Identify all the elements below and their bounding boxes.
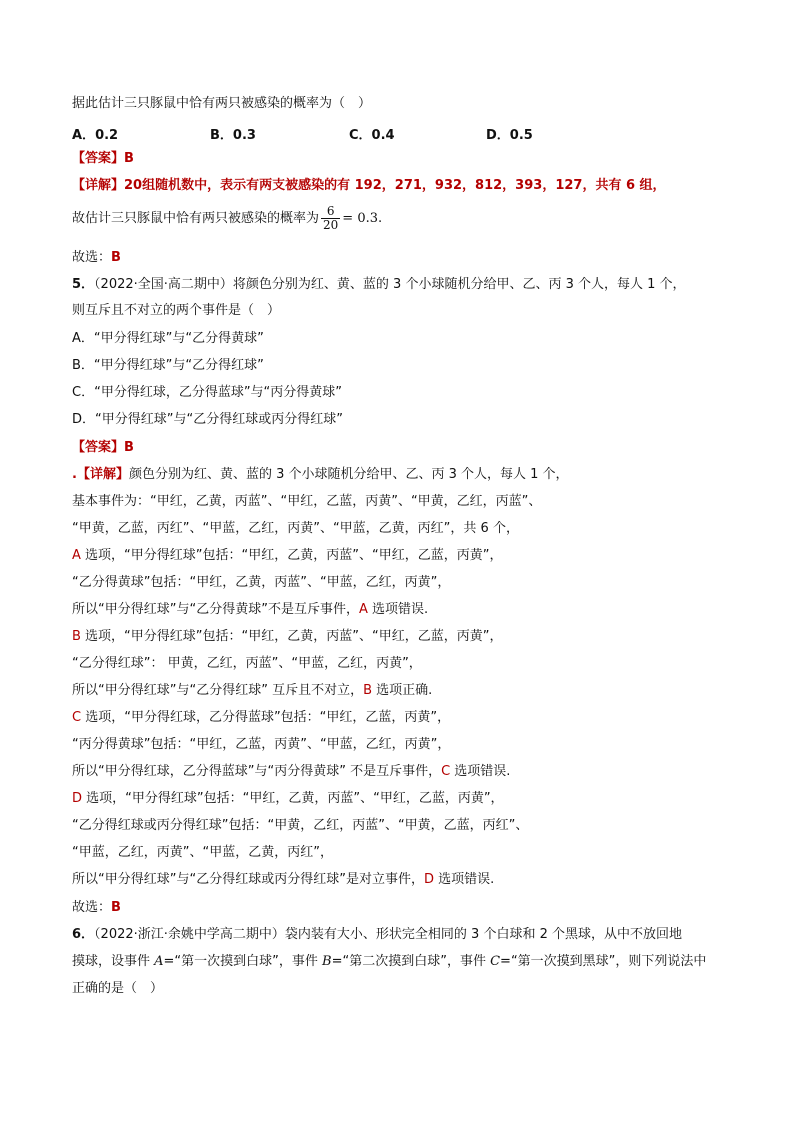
q4-option-c — [349, 124, 395, 143]
q5-detail-line — [72, 763, 510, 781]
question-text: 将颜色分别为红、黄、蓝的 3 个小球随机分给甲、乙、丙 3 个人，每人 1 个， — [232, 277, 686, 292]
detail-option-ref: A — [358, 602, 368, 617]
q5-detail-line — [72, 871, 494, 889]
q5-detail-line — [72, 844, 333, 862]
detail-text: 所以“甲分得红球，乙分得蓝球”与“丙分得黄球” 不是互斥事件， — [72, 764, 442, 779]
question-source: （2022·全国·高二期中） — [94, 277, 233, 292]
detail-prefix: D — [72, 791, 83, 806]
q5-detail-first — [72, 466, 569, 484]
event-b-symbol: B — [322, 954, 332, 969]
q4-choose — [72, 249, 121, 267]
detail-text: 故估计三只豚鼠中恰有两只被感染的概率为 — [72, 211, 320, 226]
q4-detail-line-1 — [72, 177, 666, 195]
choose-label: 故选： — [72, 900, 112, 915]
detail-text: “乙分得红球或丙分得红球”包括：“甲黄，乙红，丙蓝”、“甲黄，乙蓝，丙红”、 — [72, 818, 529, 833]
choose-label: 故选： — [72, 250, 112, 265]
detail-text: 基本事件为：“甲红，乙黄，丙蓝”、“甲红，乙蓝，丙黄”、“甲黄，乙红，丙蓝”、 — [72, 494, 542, 509]
question-text: =“第二次摸到白球”，事件 — [331, 954, 491, 969]
q4-option-d — [486, 124, 533, 143]
detail-text: 颜色分别为红、黄、蓝的 3 个小球随机分给甲、乙、丙 3 个人，每人 1 个， — [128, 467, 569, 482]
detail-conclusion: 选项错误. — [367, 602, 429, 617]
option-letter: C． — [349, 128, 372, 143]
choose-value: B — [111, 900, 121, 915]
q5-detail-line — [72, 736, 450, 754]
option-text: 0.5 — [509, 128, 533, 143]
question-text: =“第一次摸到黑球”，则下列说法中 — [500, 954, 707, 969]
q5-option-a — [72, 330, 264, 348]
detail-prefix: C — [72, 710, 82, 725]
option-letter: D． — [72, 412, 96, 427]
detail-prefix: B — [72, 629, 81, 644]
question-text: =“第一次摸到白球”，事件 — [163, 954, 323, 969]
answer-tag: 【答案】 — [72, 440, 125, 455]
option-letter: D． — [486, 128, 510, 143]
detail-text: “乙分得黄球”包括：“甲红，乙黄，丙蓝”、“甲蓝，乙红，丙黄”， — [72, 575, 451, 590]
option-text: 0.2 — [95, 128, 119, 143]
question-number: 5． — [72, 277, 95, 292]
q5-detail-line — [72, 628, 502, 646]
answer-tag: 【答案】 — [72, 151, 125, 166]
q5-detail-line — [72, 790, 504, 808]
fraction-denominator: 20 — [323, 218, 339, 232]
q5-detail-line — [72, 520, 519, 538]
option-text: “甲分得红球”与“乙分得红球或丙分得红球” — [95, 412, 343, 427]
answer-value: B — [124, 151, 134, 166]
detail-result: = 0.3. — [342, 211, 383, 226]
detail-prefix: A — [72, 548, 81, 563]
question-source: （2022·浙江·余姚中学高二期中） — [94, 927, 285, 942]
q5-stem-line-2: 则互斥且不对立的两个事件是（ ） — [72, 303, 281, 318]
option-letter: A． — [72, 331, 94, 346]
q5-detail-line — [72, 493, 541, 511]
question-text: 摸球，设事件 — [72, 954, 155, 969]
option-letter: B． — [72, 358, 94, 373]
fraction — [321, 205, 340, 232]
q6-stem-line-2 — [72, 953, 706, 971]
detail-text: “甲蓝，乙红，丙黄”、“甲蓝，乙黄，丙红”， — [72, 845, 333, 860]
q6-stem-line-3: 正确的是（ ） — [72, 981, 164, 996]
option-text: “甲分得红球”与“乙分得黄球” — [93, 331, 264, 346]
answer-value: B — [124, 440, 134, 455]
detail-text: “甲黄，乙蓝，丙红”、“甲蓝，乙红，丙黄”、“甲蓝，乙黄，丙红”，共 6 个， — [72, 521, 519, 536]
q5-detail-line — [72, 655, 422, 673]
detail-text: 选项，“甲分得红球”包括：“甲红，乙黄，丙蓝”、“甲红，乙蓝，丙黄”， — [80, 548, 503, 563]
option-letter: A． — [72, 128, 96, 143]
detail-tag: 【详解】 — [72, 178, 125, 193]
q5-option-c — [72, 384, 342, 402]
detail-conclusion: 选项错误. — [433, 872, 495, 887]
q5-detail-line — [72, 574, 450, 592]
detail-text: 选项，“甲分得红球”包括：“甲红，乙黄，丙蓝”、“甲红，乙蓝，丙黄”， — [82, 791, 504, 806]
detail-text: 所以“甲分得红球”与“乙分得红球” 互斥且不对立， — [72, 683, 364, 698]
q5-detail-line — [72, 547, 502, 565]
q6-stem-line-1 — [72, 926, 682, 944]
option-text: “甲分得红球”与“乙分得红球” — [93, 358, 264, 373]
option-text: “甲分得红球，乙分得蓝球”与“丙分得黄球” — [94, 385, 343, 400]
detail-text: 20组随机数中，表示有两支被感染的有 192，271，932，812，393，127，共有 6 组， — [124, 178, 666, 193]
event-c-symbol: C — [490, 954, 501, 969]
event-a-symbol: A — [154, 954, 164, 969]
q4-option-a — [72, 124, 118, 143]
detail-conclusion: 选项正确. — [372, 683, 433, 698]
detail-text: 所以“甲分得红球”与“乙分得黄球”不是互斥事件， — [72, 602, 359, 617]
q4-answer — [72, 150, 134, 168]
choose-value: B — [111, 250, 121, 265]
q5-answer — [72, 439, 134, 457]
q4-stem-tail: 据此估计三只豚鼠中恰有两只被感染的概率为（ ） — [72, 96, 372, 111]
question-text: 袋内装有大小、形状完全相同的 3 个白球和 2 个黑球，从中不放回地 — [284, 927, 682, 942]
q5-option-d — [72, 411, 343, 429]
detail-text: “乙分得红球”： 甲黄，乙红，丙蓝”、“甲蓝，乙红，丙黄”， — [72, 656, 422, 671]
q5-detail-line — [72, 817, 528, 835]
option-text: 0.4 — [371, 128, 395, 143]
detail-text: 所以“甲分得红球”与“乙分得红球或丙分得红球”是对立事件， — [72, 872, 424, 887]
option-letter: C． — [72, 385, 95, 400]
q4-detail-line-2 — [72, 205, 382, 232]
option-letter: B． — [210, 128, 233, 143]
q5-stem-line-1 — [72, 276, 686, 294]
detail-option-ref: D — [423, 872, 434, 887]
detail-option-ref: C — [441, 764, 451, 779]
detail-text: 选项，“甲分得红球，乙分得蓝球”包括：“甲红，乙蓝，丙黄”， — [81, 710, 451, 725]
detail-text: “丙分得黄球”包括：“甲红，乙蓝，丙黄”、“甲蓝，乙红，丙黄”， — [72, 737, 451, 752]
q5-detail-line — [72, 709, 450, 727]
option-text: 0.3 — [232, 128, 256, 143]
q5-detail-line — [72, 601, 428, 619]
detail-conclusion: 选项错误. — [450, 764, 511, 779]
q5-option-b — [72, 357, 264, 375]
q5-detail-line — [72, 682, 432, 700]
q5-choose — [72, 899, 121, 917]
question-number: 6． — [72, 927, 95, 942]
detail-text: 选项，“甲分得红球”包括：“甲红，乙黄，丙蓝”、“甲红，乙蓝，丙黄”， — [80, 629, 503, 644]
q4-option-b — [210, 124, 256, 143]
fraction-numerator: 6 — [321, 205, 340, 219]
detail-option-ref: B — [363, 683, 372, 698]
detail-tag: .【详解】 — [72, 467, 129, 482]
